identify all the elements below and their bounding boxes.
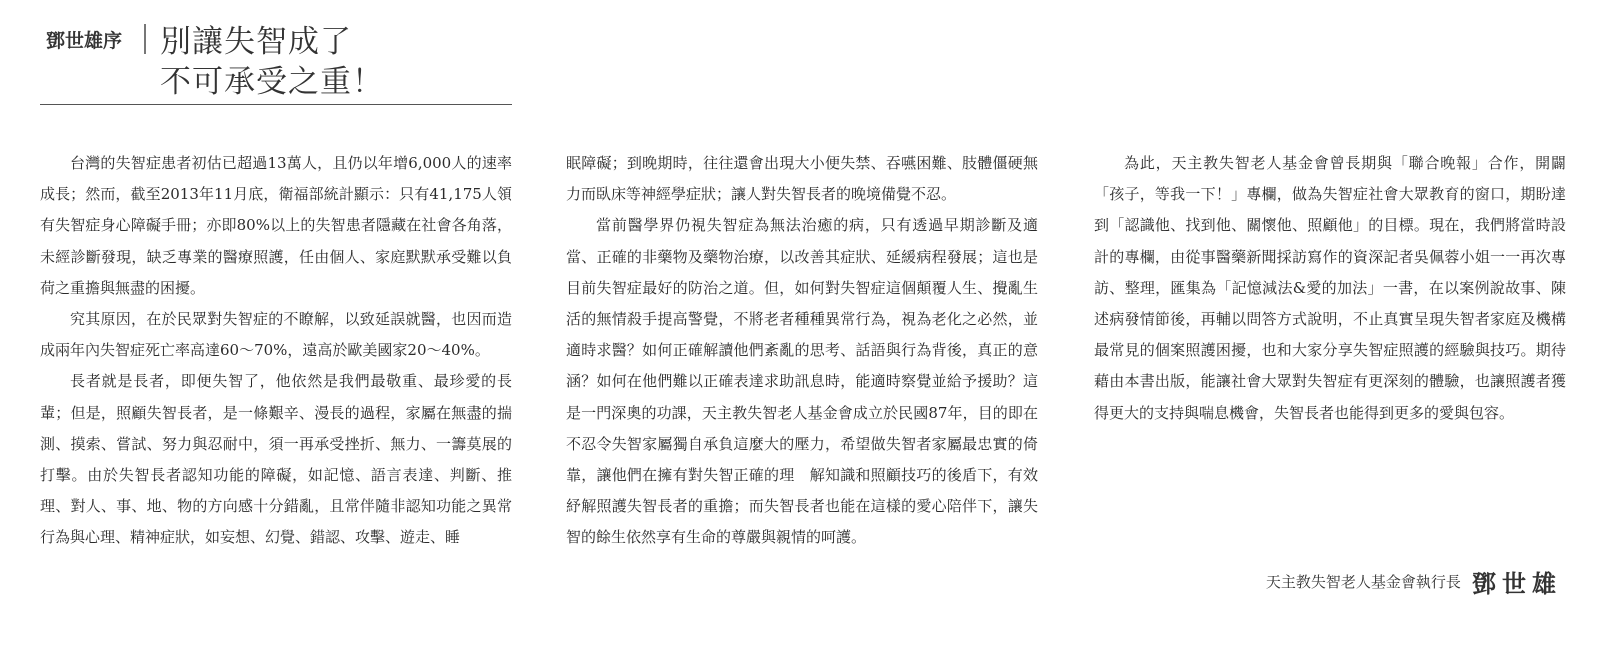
paragraph: 究其原因，在於民眾對失智症的不瞭解，以致延誤就醫，也因而造成兩年內失智症死亡率高達60～70%，遠高於歐美國家20～40%。 (40, 310, 512, 360)
header-rule (40, 104, 512, 105)
title-line-1: 別讓失智成了 (160, 24, 352, 60)
paragraph: 當前醫學界仍視失智症為無法治癒的病，只有透過早期診斷及適當、正確的非藥物及藥物治療，以改善其症狀、延緩病程發展；這也是目前失智症最好的防治之道。但，如何對失智症這個顛覆人生、攪亂生活的無情殺手提高警覺，不將老者種種異常行為，視為老化之必然，並適時求醫？如何正確解讀他們紊亂的思考、話語與行為背後，真正的意涵？如何在他們難以正確表達求助訊息時，能適時察覺並給予援助？這是一門深奧的功課，天主教失智老人基金會成立於民國87年，目的即在不忍令失智家屬獨自承負這麼大的壓力，希望做失智者家屬最忠實的倚靠，讓他們在擁有對失智正確的理 解知識和照顧技巧的後盾下，有效紓解照護失智長者的重擔；而失智長者也能在這樣的愛心陪伴下，讓失智的餘生依然享有生命的尊嚴與親情的呵護。 (566, 216, 1038, 547)
signature-name: 鄧世雄 (1472, 569, 1562, 598)
author-label: 鄧世雄序 (46, 30, 123, 52)
text-column-2 (566, 148, 1038, 554)
signature (1266, 564, 1562, 599)
text-column-1 (40, 148, 512, 554)
signature-org: 天主教失智老人基金會執行長 (1265, 573, 1461, 591)
title-divider (144, 24, 146, 54)
paragraph: 台灣的失智症患者初估已超過13萬人，且仍以年增6,000人的速率成長；然而，截至2013年11月底，衛福部統計顯示：只有41,175人領有失智症身心障礙手冊；亦即80%以上的失智患者隱藏在社會各角落，未經診斷發現，缺乏專業的醫療照護，任由個人、家庭默默承受難以負荷之重擔與無盡的困擾。 (40, 154, 512, 297)
text-column-3 (1094, 148, 1566, 429)
title-line-2: 不可承受之重！ (160, 64, 384, 100)
paragraph: 長者就是長者，即便失智了，他依然是我們最敬重、最珍愛的長輩；但是，照顧失智長者，是一條艱辛、漫長的過程，家屬在無盡的揣測、摸索、嘗試、努力與忍耐中，須一再承受挫折、無力、一籌莫展的打擊。由於失智長者認知功能的障礙，如記憶、語言表達、判斷、推理、對人、事、地、物的方向感十分錯亂，且常伴隨非認知功能之異常行為與心理、精神症狀，如妄想、幻覺、錯認、攻擊、遊走、睡 (40, 372, 512, 547)
paragraph: 為此，天主教失智老人基金會曾長期與「聯合晚報」合作，開闢「孩子，等我一下！」專欄，做為失智症社會大眾教育的窗口，期盼達到「認識他、找到他、關懷他、照顧他」的目標。現在，我們將當時設計的專欄，由從事醫藥新聞採訪寫作的資深記者吳佩蓉小姐一一再次專訪、整理，匯集為「記憶減法&愛的加法」一書，在以案例說故事、陳述病發情節後，再輔以問答方式說明，不止真實呈現失智者家庭及機構最常見的個案照護困擾，也和大家分享失智症照護的經驗與技巧。期待藉由本書出版，能讓社會大眾對失智症有更深刻的體驗，也讓照護者獲得更大的支持與喘息機會，失智長者也能得到更多的愛與包容。 (1094, 154, 1566, 422)
paragraph: 眠障礙；到晚期時，往往還會出現大小便失禁、吞嚥困難、肢體僵硬無力而臥床等神經學症狀；讓人對失智長者的晚境備覺不忍。 (566, 154, 1038, 204)
